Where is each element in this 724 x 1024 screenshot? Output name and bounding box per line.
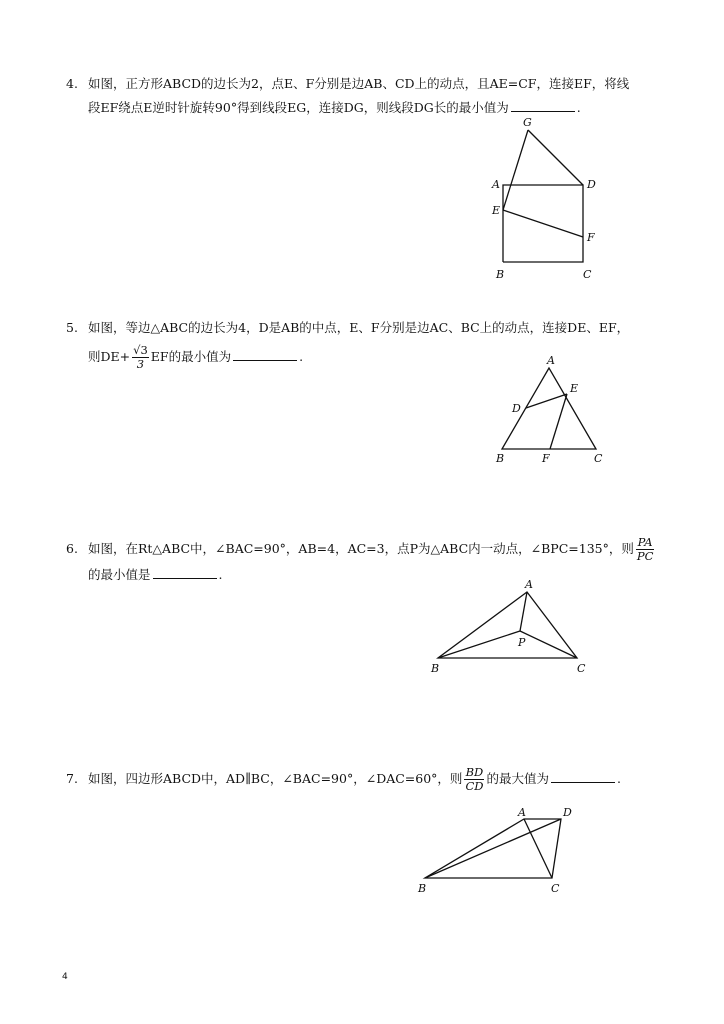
label-a: A	[518, 806, 526, 819]
label-b: B	[496, 452, 505, 465]
segment-ef	[503, 210, 583, 237]
label-c: C	[583, 268, 592, 281]
segment-eg	[503, 130, 528, 210]
fraction-sqrt3-over-3: $\frac{√3}{3}$	[133, 343, 148, 371]
answer-blank	[511, 99, 575, 112]
segment-pc	[520, 631, 577, 658]
problem-text-line1: 如图，等边△ABC的边长为4，D是AB的中点，E、F分别是边AC、BC上的动点，连接DE、EF，	[88, 320, 630, 335]
segment-ac	[524, 819, 552, 878]
label-a: A	[492, 178, 500, 191]
segment-bp	[438, 631, 520, 658]
label-a: A	[525, 578, 533, 591]
problem-text-line2: 的最小值是	[88, 567, 151, 582]
label-c: C	[577, 662, 586, 675]
problem-number: 5.	[66, 320, 78, 335]
problem-text-line1: 如图，在Rt△ABC中，∠BAC=90°，AB=4，AC=3，点P为△ABC内一动点，∠BPC=135°，则	[88, 541, 634, 556]
label-f: F	[542, 452, 550, 465]
problem-4: 4. 如图，正方形ABCD的边长为2，点E、F分别是边AB、CD上的动点，且AE=CF，连接EF，将线 段EF绕点E逆时针旋转90°得到线段EG，连接DG，则线段DG长的最小值为 .	[66, 72, 674, 120]
problem-text-line1: 如图，正方形ABCD的边长为2，点E、F分别是边AB、CD上的动点，且AE=CF，连接EF，将线	[88, 76, 630, 91]
label-b: B	[418, 882, 427, 895]
label-g: G	[523, 116, 532, 129]
figure-equilateral-triangle	[490, 352, 615, 467]
answer-blank	[153, 566, 217, 579]
label-e: E	[492, 204, 501, 217]
problem-number: 7.	[66, 771, 78, 786]
figure-quadrilateral-abcd	[415, 804, 585, 899]
label-c: C	[594, 452, 603, 465]
fraction-pa-over-pc: $\frac{PA}{PC}$	[636, 535, 654, 563]
label-e: E	[570, 382, 579, 395]
label-d: D	[512, 402, 521, 415]
problem-5: 5. 如图，等边△ABC的边长为4，D是AB的中点，E、F分别是边AC、BC上的动点，连接DE、EF， 则DE+ $\frac{√3}{3}$ EF的最小值为 .	[66, 316, 674, 371]
label-p: P	[518, 636, 526, 649]
segment-ap	[520, 592, 527, 631]
segment-ef	[550, 394, 567, 449]
problem-text-line2: 段EF绕点E逆时针旋转90°得到线段EG，连接DG，则线段DG长的最小值为	[88, 100, 509, 115]
page-number: 4	[62, 972, 68, 982]
label-d: D	[587, 178, 596, 191]
problem-number: 4.	[66, 76, 78, 91]
label-b: B	[496, 268, 505, 281]
problem-7: 7. 如图，四边形ABCD中，AD∥BC，∠BAC=90°，∠DAC=60°，则 $\frac{BD}{CD}$ 的最大值为 .	[66, 765, 621, 793]
segment-gd	[528, 130, 583, 185]
problem-6: 6. 如图，在Rt△ABC中，∠BAC=90°，AB=4，AC=3，点P为△ABC内一动点，∠BPC=135°，则 $\frac{PA}{PC}$ 的最小值是 .	[66, 535, 654, 582]
answer-blank	[233, 348, 297, 361]
label-d: D	[563, 806, 572, 819]
figure-square-abcd	[480, 112, 610, 292]
label-b: B	[431, 662, 440, 675]
figure-right-triangle-p	[425, 578, 600, 678]
answer-blank	[551, 770, 615, 783]
segment-bd	[425, 819, 561, 878]
problem-number: 6.	[66, 541, 78, 556]
label-f: F	[587, 231, 595, 244]
label-c: C	[551, 882, 560, 895]
problem-text-line1: 如图，四边形ABCD中，AD∥BC，∠BAC=90°，∠DAC=60°，则	[88, 771, 463, 786]
label-a: A	[547, 354, 555, 367]
fraction-bd-over-cd: $\frac{BD}{CD}$	[465, 765, 484, 793]
